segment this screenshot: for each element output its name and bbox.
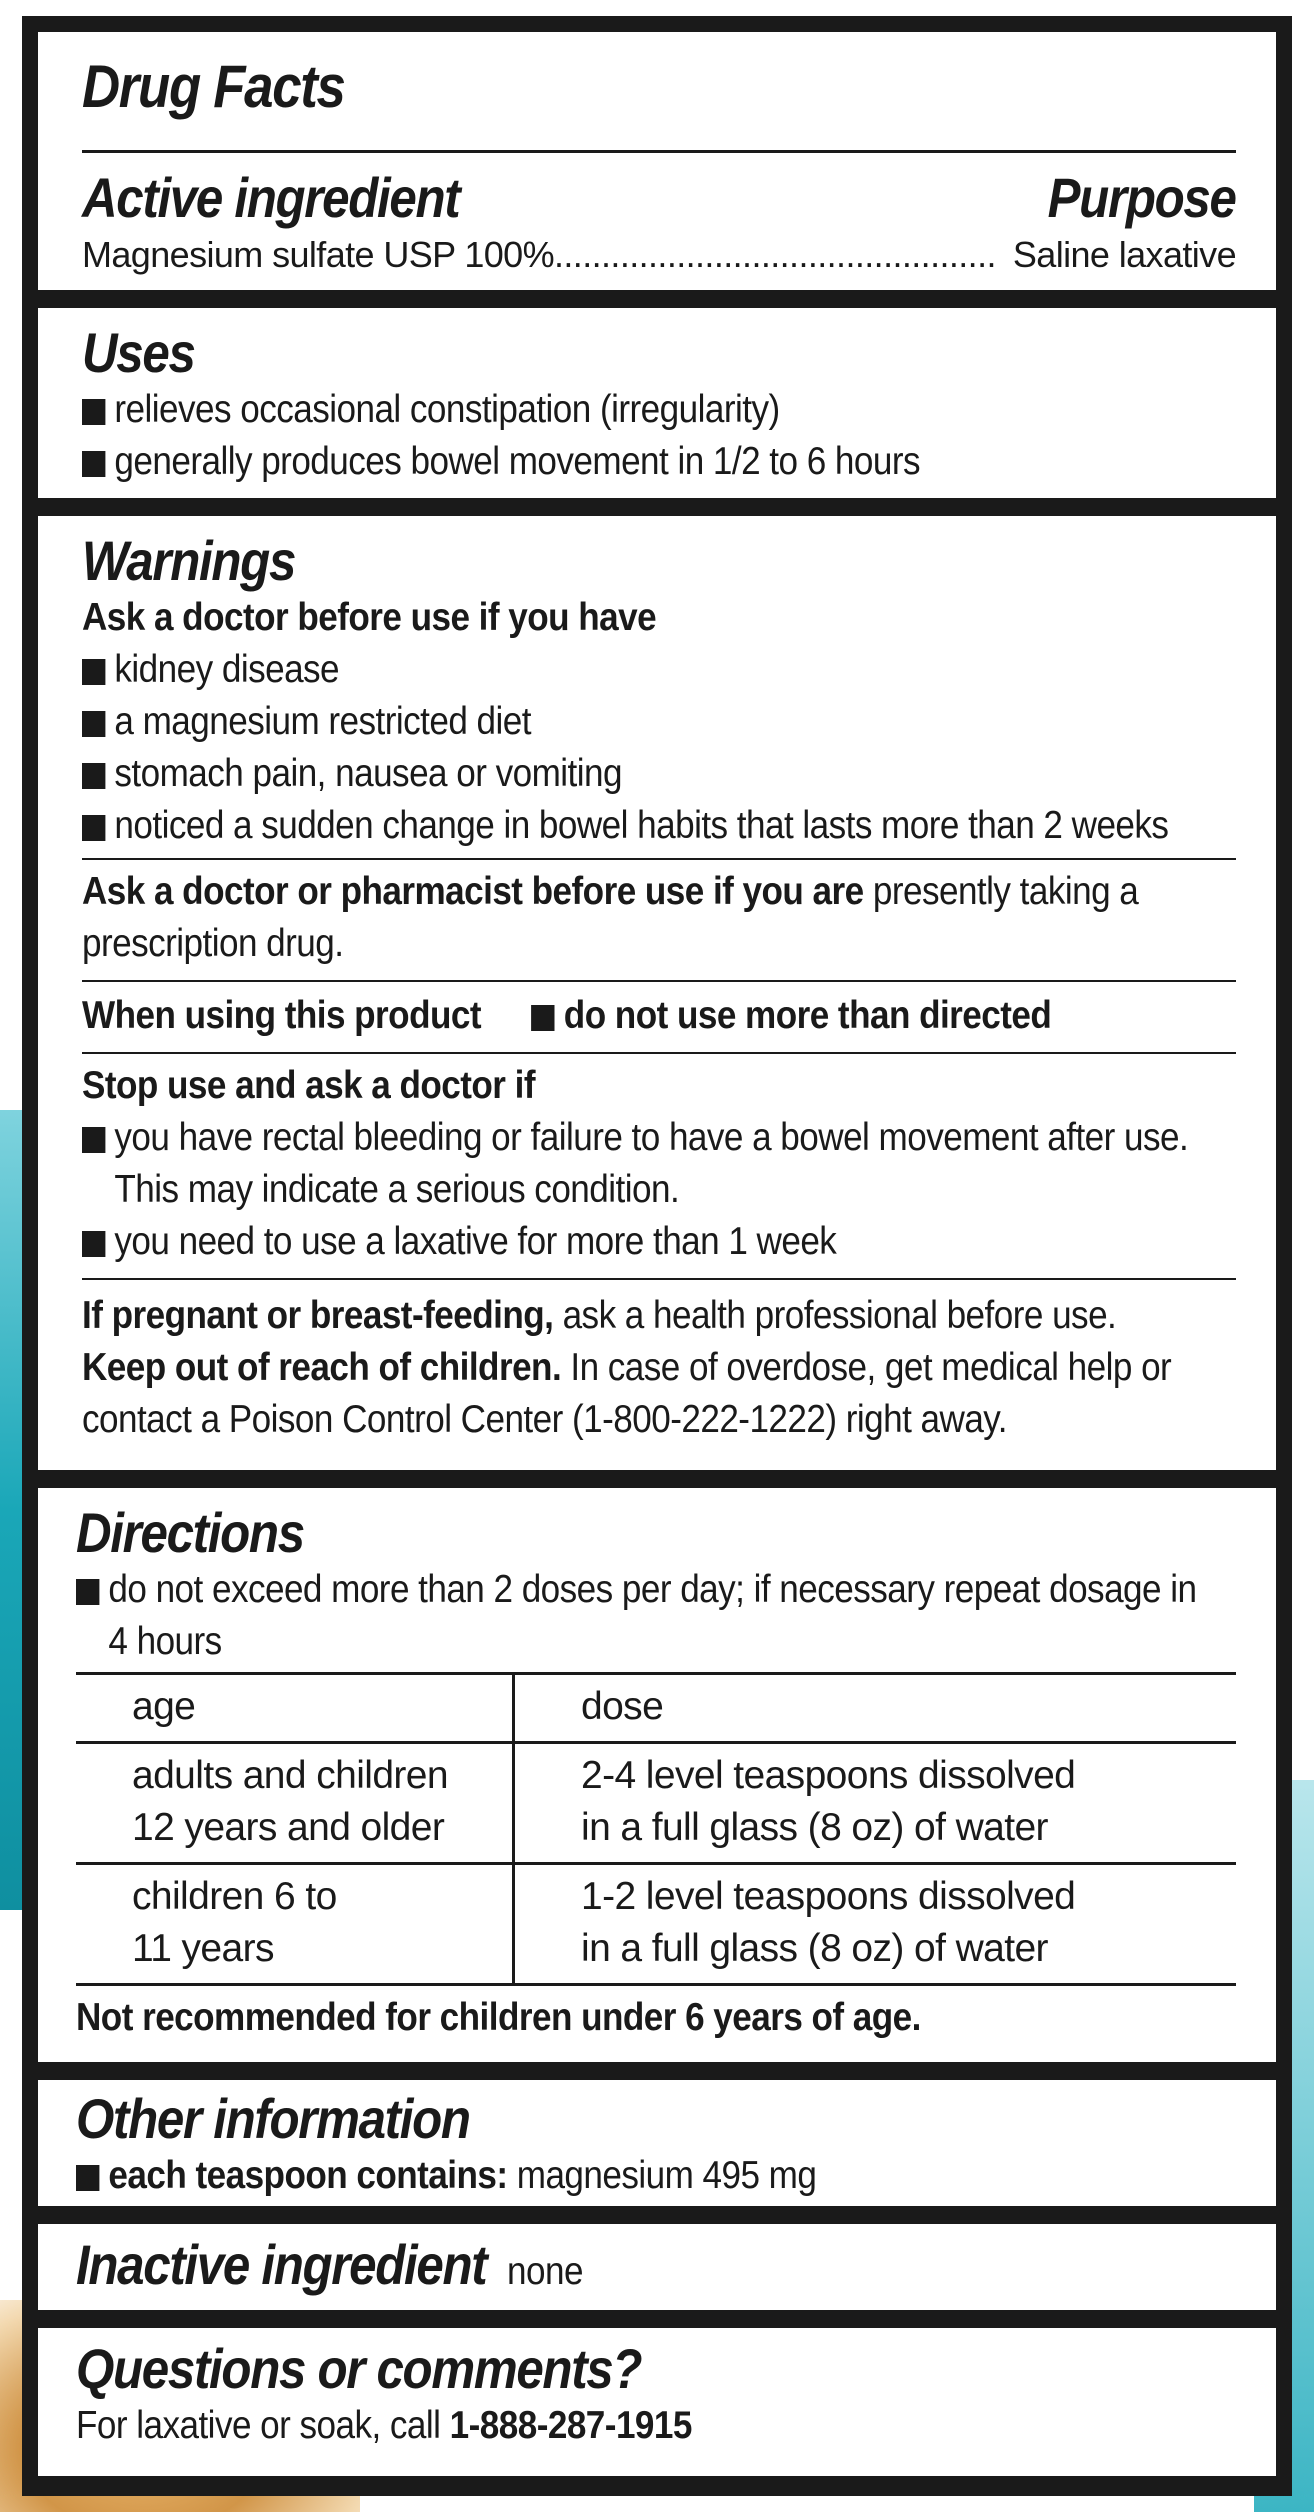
leader-dots: ............................................... (554, 233, 996, 275)
table-header-age: age (76, 1673, 514, 1742)
list-item: generally produces bowel movement in 1/2 to 6 hours (82, 436, 1121, 488)
list-item: noticed a sudden change in bowel habits that lasts more than 2 weeks (82, 800, 1121, 858)
bullet-icon (82, 1127, 105, 1153)
bullet-icon (82, 815, 105, 841)
bullet-icon (82, 659, 105, 685)
when-using-row: When using this product do not use more than directed (82, 993, 1052, 1037)
active-ingredient-heading: Active ingredient (82, 166, 460, 229)
questions-text: For laxative or soak, call 1-888-287-1915 (76, 2403, 692, 2447)
bullet-icon (82, 1231, 105, 1257)
directions-heading: Directions (76, 1501, 304, 1564)
inactive-ingredient-panel (38, 2224, 1276, 2310)
bullet-icon (76, 2165, 99, 2191)
table-cell-age: children 6 to 11 years (76, 1863, 514, 1984)
ingredient-name: Magnesium sulfate USP 100% (82, 233, 554, 275)
active-ingredient-panel (38, 32, 1276, 290)
divider (82, 150, 1236, 153)
directions-panel (38, 1488, 1276, 2062)
bullet-icon (82, 399, 105, 425)
list-item-continued: This may indicate a serious condition. (114, 1167, 680, 1211)
bullet-icon (82, 451, 105, 477)
active-ingredient-row (82, 229, 1236, 281)
keep-out-text: Keep out of reach of children. In case of overdose, get medical help or (82, 1345, 1172, 1389)
drug-facts-label (22, 16, 1292, 2496)
bullet-icon (82, 711, 105, 737)
page-title: Drug Facts (82, 53, 345, 120)
bullet-icon (76, 1579, 99, 1605)
warnings-panel (38, 516, 1276, 1470)
purpose-heading: Purpose (1048, 166, 1236, 229)
list-item: kidney disease (82, 644, 1121, 696)
questions-panel (38, 2328, 1276, 2476)
phone-number: 1-888-287-1915 (449, 2403, 692, 2447)
warnings-heading: Warnings (82, 529, 296, 592)
stop-use-heading: Stop use and ask a doctor if (82, 1063, 535, 1107)
pregnant-text: If pregnant or breast-feeding, ask a health professional before use. (82, 1293, 1117, 1337)
directions-note: Not recommended for children under 6 years of age. (76, 1995, 921, 2039)
table-cell-dose: 2-4 level teaspoons dissolved in a full glass (8 oz) of water (514, 1742, 1237, 1863)
table-header-row (76, 1673, 1236, 1742)
table-header-dose: dose (514, 1673, 1237, 1742)
list-item: each teaspoon contains: magnesium 495 mg (76, 2150, 1120, 2202)
list-item: you need to use a laxative for more than 1 week (82, 1216, 1121, 1278)
purpose-value: Saline laxative (1012, 233, 1236, 275)
other-information-panel (38, 2080, 1276, 2206)
bullet-icon (531, 1005, 554, 1031)
list-item: a magnesium restricted diet (82, 696, 1121, 748)
ask-pharmacist-text-line2: prescription drug. (82, 921, 344, 965)
list-item-continued: 4 hours (108, 1619, 222, 1663)
questions-heading: Questions or comments? (76, 2337, 642, 2400)
dosage-table (76, 1672, 1236, 1986)
table-row (76, 1742, 1236, 1863)
table-cell-age: adults and children 12 years and older (76, 1742, 514, 1863)
uses-heading: Uses (82, 321, 195, 384)
list-item: do not exceed more than 2 doses per day; if necessary repeat dosage in (76, 1564, 1120, 1616)
list-item: you have rectal bleeding or failure to have a bowel movement after use. (82, 1112, 1121, 1164)
list-item: relieves occasional constipation (irregularity) (82, 384, 1121, 436)
uses-panel (38, 308, 1276, 498)
keep-out-text-line2: contact a Poison Control Center (1-800-222-1222) right away. (82, 1397, 1007, 1441)
table-cell-dose: 1-2 level teaspoons dissolved in a full glass (8 oz) of water (514, 1863, 1237, 1984)
ask-pharmacist-text: Ask a doctor or pharmacist before use if you are presently taking a (82, 869, 1139, 913)
inactive-ingredient-heading: Inactive ingredient (76, 2233, 487, 2296)
inactive-ingredient-value: none (506, 2250, 583, 2293)
list-item: stomach pain, nausea or vomiting (82, 748, 1121, 800)
table-row (76, 1863, 1236, 1984)
other-information-heading: Other information (76, 2087, 470, 2150)
ask-doctor-heading: Ask a doctor before use if you have (82, 595, 657, 639)
bullet-icon (82, 763, 105, 789)
